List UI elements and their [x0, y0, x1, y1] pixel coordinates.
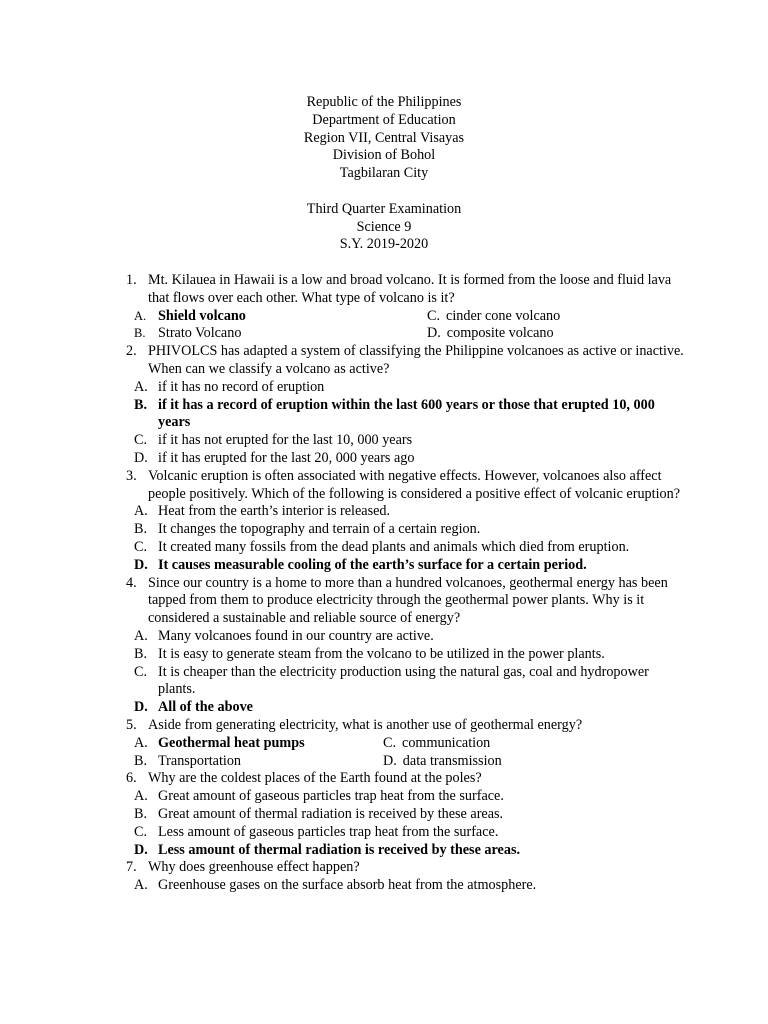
- question-text: Why are the coldest places of the Earth found at the poles?: [148, 770, 482, 787]
- exam-subject: Science 9: [356, 218, 412, 235]
- question-text: Since our country is a home to more than a hundred volcanoes, geothermal energy has been tapped from them to produce electricity through the geothermal power plants. Why is it considered a sustainable and reliable source of energy?: [148, 574, 668, 627]
- header-line-republic: Republic of the Philippines: [306, 94, 462, 110]
- question-number: 5.: [126, 716, 137, 733]
- option-letter: A.: [134, 877, 148, 894]
- header-line-department: Department of Education: [312, 111, 456, 128]
- option-d-answer: It causes measurable cooling of the earth’s surface for a certain period.: [158, 556, 587, 573]
- school-year: S.Y. 2019-2020: [339, 236, 429, 253]
- option-letter: A.: [134, 788, 148, 805]
- option-b: Strato Volcano: [158, 325, 242, 342]
- question-4: [126, 575, 686, 717]
- question-list: [126, 272, 686, 895]
- option-letter: C.: [134, 538, 148, 555]
- option-b: It is easy to generate steam from the volcano to be utilized in the power plants.: [158, 645, 605, 662]
- option-d: data transmission: [402, 752, 502, 769]
- header-line-division: Division of Bohol: [332, 147, 436, 164]
- option-letter: D.: [383, 752, 397, 769]
- option-b-answer: if it has a record of eruption within the last 600 years or those that erupted 10, 000 years: [158, 396, 655, 431]
- option-a: if it has no record of eruption: [158, 378, 325, 395]
- option-letter: B.: [134, 805, 148, 822]
- question-2: [126, 343, 686, 468]
- option-d-answer: Less amount of thermal radiation is received by these areas.: [158, 841, 521, 858]
- option-c: Less amount of gaseous particles trap heat from the surface.: [158, 823, 499, 840]
- question-text: Mt. Kilauea in Hawaii is a low and broad volcano. It is formed from the loose and fluid lava that flows over each other. What type of volcano is it?: [148, 272, 672, 306]
- option-c: It is cheaper than the electricity production using the natural gas, coal and hydropower plants.: [158, 663, 649, 698]
- question-text: Aside from generating electricity, what is another use of geothermal energy?: [148, 716, 583, 733]
- option-letter: A.: [134, 503, 148, 520]
- option-b: Transportation: [158, 752, 242, 769]
- question-7: [126, 859, 686, 895]
- option-letter: B.: [134, 326, 146, 341]
- question-number: 2.: [126, 343, 137, 360]
- header-line-city: Tagbilaran City: [339, 165, 429, 182]
- option-d: composite volcano: [446, 325, 554, 342]
- question-3: [126, 468, 686, 575]
- option-letter: A.: [134, 627, 148, 644]
- document-header: [0, 94, 768, 254]
- question-number: 6.: [126, 770, 137, 787]
- option-letter: C.: [383, 734, 397, 751]
- option-letter: D.: [134, 449, 148, 466]
- option-letter: B.: [134, 645, 148, 662]
- option-letter: B.: [134, 396, 148, 413]
- option-a: Many volcanoes found in our country are active.: [158, 627, 434, 644]
- option-c: if it has not erupted for the last 10, 000 years: [158, 432, 413, 449]
- question-1: [126, 272, 686, 343]
- question-number: 4.: [126, 574, 137, 591]
- option-d-answer: All of the above: [158, 699, 253, 716]
- option-c: communication: [402, 734, 491, 751]
- header-line-region: Region VII, Central Visayas: [303, 129, 465, 146]
- exam-title: Third Quarter Examination: [306, 200, 462, 217]
- option-letter: C.: [134, 663, 148, 680]
- question-text: Volcanic eruption is often associated with negative effects. However, volcanoes also affect people positively. Which of the following is considered a positive effect of volcanic eruption?: [148, 467, 681, 502]
- question-text: Why does greenhouse effect happen?: [148, 859, 360, 876]
- question-6: [126, 770, 686, 859]
- option-letter: D.: [134, 556, 148, 573]
- option-a: Greenhouse gases on the surface absorb heat from the atmosphere.: [158, 877, 537, 894]
- option-a: Heat from the earth’s interior is released.: [158, 503, 391, 520]
- option-b: It changes the topography and terrain of a certain region.: [158, 521, 481, 538]
- option-letter: D.: [427, 325, 441, 342]
- option-letter: C.: [134, 823, 148, 840]
- option-a-answer: Shield volcano: [158, 307, 246, 324]
- option-a: Great amount of gaseous particles trap heat from the surface.: [158, 788, 504, 805]
- option-d: if it has erupted for the last 20, 000 years ago: [158, 449, 415, 466]
- question-number: 3.: [126, 467, 137, 484]
- option-c: cinder cone volcano: [446, 307, 561, 324]
- option-letter: D.: [134, 699, 148, 716]
- question-text: PHIVOLCS has adapted a system of classifying the Philippine volcanoes as active or inactive. When can we classify a volcano as active?: [148, 343, 684, 377]
- option-letter: A.: [134, 734, 148, 751]
- option-b: Great amount of thermal radiation is received by these areas.: [158, 805, 504, 822]
- option-letter: A.: [134, 378, 148, 395]
- option-letter: B.: [134, 521, 148, 538]
- option-letter: D.: [134, 841, 148, 858]
- option-c: It created many fossils from the dead plants and animals which died from eruption.: [158, 538, 630, 555]
- option-letter: B.: [134, 752, 148, 769]
- option-a-answer: Geothermal heat pumps: [158, 734, 305, 751]
- question-number: 7.: [126, 859, 137, 876]
- option-letter: C.: [134, 432, 148, 449]
- question-number: 1.: [126, 272, 137, 288]
- option-letter: A.: [134, 308, 147, 323]
- option-letter: C.: [427, 307, 441, 324]
- question-5: [126, 717, 686, 770]
